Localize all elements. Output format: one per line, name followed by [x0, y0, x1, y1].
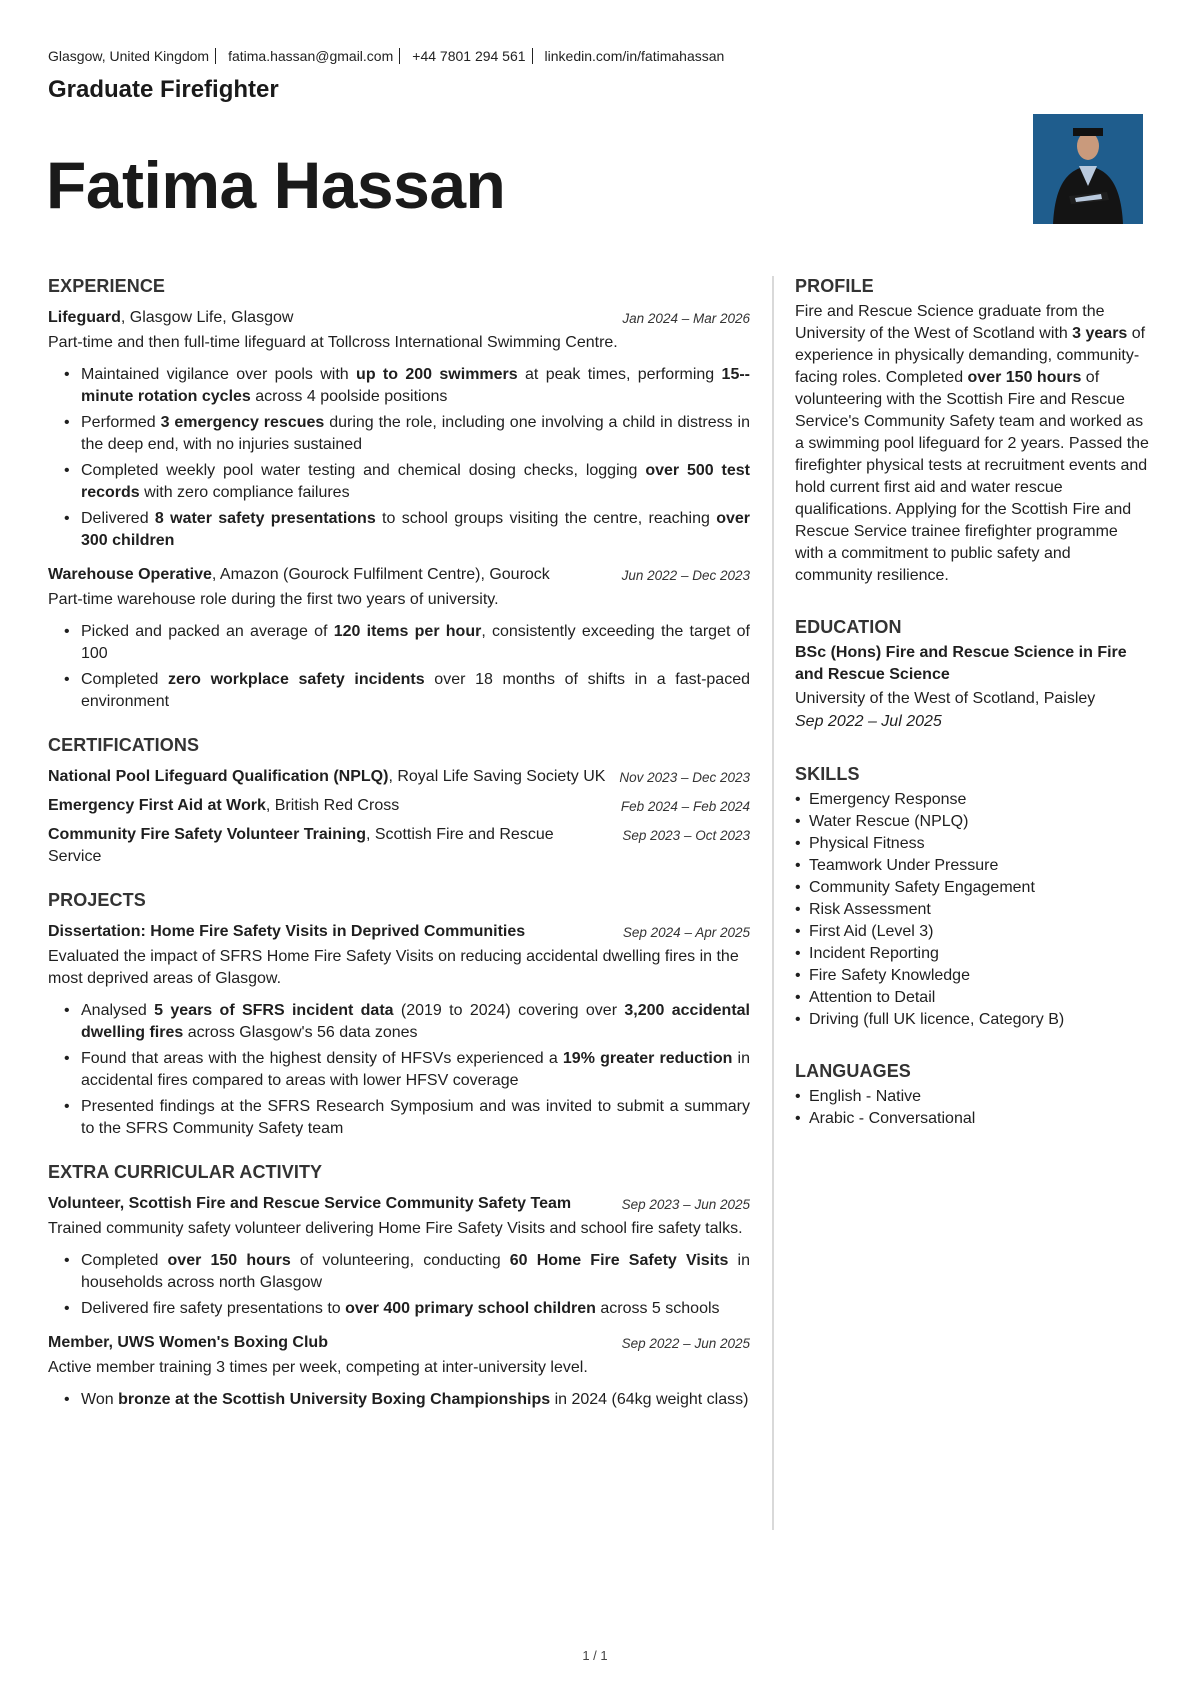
certification-name: Community Fire Safety Volunteer Training [48, 826, 366, 843]
certifications-section [48, 735, 750, 868]
bullet-item [48, 621, 750, 665]
language-item: • English - Native [795, 1086, 1150, 1108]
certification-issuer: , Scottish Fire and Rescue Service [48, 826, 554, 865]
text: Picked and packed an average of [81, 623, 334, 640]
bold-text: 8 water safety presentations [154, 510, 376, 527]
text: Completed weekly pool water testing and chemical dosing checks, logging [81, 462, 646, 479]
entry-date: Sep 2024 – Apr 2025 [622, 925, 750, 940]
certification-issuer: , Royal Life Saving Society UK [388, 768, 606, 785]
certification-title [48, 824, 610, 868]
skill-item: • Community Safety Engagement [795, 877, 1150, 899]
certification-issuer: , British Red Cross [265, 797, 400, 814]
bullet-item [48, 669, 750, 713]
text: in households across north Glasgow [81, 1252, 750, 1291]
entry-org: , Glasgow Life, Glasgow [120, 309, 294, 326]
skill-item: • Fire Safety Knowledge [795, 965, 1150, 987]
certification-title [48, 766, 605, 788]
skill-item: • Attention to Detail [795, 987, 1150, 1009]
section-heading: SKILLS [795, 764, 860, 784]
languages-list [795, 1086, 1150, 1130]
profile-photo [1033, 114, 1143, 224]
profile-summary [795, 301, 1150, 587]
entry-date: Sep 2022 – Jun 2025 [621, 1336, 750, 1351]
entry-role: Member, UWS Women's Boxing Club [48, 1334, 328, 1351]
skills-section [795, 764, 1150, 1031]
entry-title [48, 307, 293, 329]
bold-text: 3,200 accidental dwelling fires [81, 1002, 751, 1041]
language-item: • Arabic - Conversational [795, 1108, 1150, 1130]
entry [48, 1332, 750, 1411]
bold-text: 60 Home Fire Safety Visits [509, 1252, 729, 1269]
bold-text: over 500 test records [81, 462, 750, 501]
section-heading: PROJECTS [48, 890, 146, 910]
bullet-item [48, 460, 750, 504]
section-heading: CERTIFICATIONS [48, 735, 200, 755]
entry-date: Sep 2023 – Jun 2025 [621, 1197, 750, 1212]
bold-text: 3 emergency rescues [160, 414, 325, 431]
bullet-list [48, 1000, 750, 1140]
bold-text: 3 years [1072, 325, 1128, 342]
bullet-item [48, 412, 750, 456]
entry-role: Warehouse Operative [48, 566, 212, 583]
divider [399, 48, 400, 64]
bold-text: 120 items per hour [333, 623, 482, 640]
languages-section [795, 1061, 1150, 1130]
bullet-list [48, 1389, 750, 1411]
entry-description: Evaluated the impact of SFRS Home Fire Safety Visits on reducing accidental dwelling fires in the most deprived areas of Glasgow. [48, 948, 739, 987]
text: Completed [81, 671, 169, 688]
entry-title [48, 564, 550, 586]
certification-date: Feb 2024 – Feb 2024 [620, 799, 750, 814]
text: Completed [81, 1252, 168, 1269]
text: (2019 to 2024) covering over [393, 1002, 625, 1019]
section-heading: LANGUAGES [795, 1061, 911, 1081]
text: Delivered [81, 510, 155, 527]
text: Won [81, 1391, 119, 1408]
entry-date: Jan 2024 – Mar 2026 [622, 311, 750, 326]
text: Performed [81, 414, 161, 431]
job-title: Graduate Firefighter [48, 76, 279, 103]
extracurricular-section [48, 1162, 750, 1411]
text: in accidental fires compared to areas with lower HFSV coverage [81, 1050, 751, 1089]
entry-role: Dissertation: Home Fire Safety Visits in Deprived Communities [48, 923, 526, 940]
divider [532, 48, 533, 64]
skill-item: • Incident Reporting [795, 943, 1150, 965]
skills-list [795, 789, 1150, 1031]
certification-item [48, 795, 750, 818]
text: Found that areas with the highest density of HFSVs experienced a [81, 1050, 563, 1067]
column-divider [772, 276, 774, 1530]
section-heading: EXTRA CURRICULAR ACTIVITY [48, 1162, 323, 1182]
experience-section [48, 276, 750, 713]
contact-line [48, 48, 724, 64]
text: of experience in physically demanding, community-facing roles. Completed [795, 325, 1146, 386]
text: at peak times, performing [517, 366, 722, 383]
left-column [48, 276, 750, 1433]
bullet-item [48, 1298, 750, 1320]
person-portrait-icon [1033, 114, 1143, 224]
candidate-name: Fatima Hassan [46, 148, 506, 222]
bullet-list [48, 364, 750, 552]
certification-title [48, 795, 399, 817]
skill-item: • Risk Assessment [795, 899, 1150, 921]
education-school: University of the West of Scotland, Paisley [795, 690, 1096, 707]
bold-text: over 400 primary school children [345, 1300, 596, 1317]
certification-name: National Pool Lifeguard Qualification (NPLQ) [48, 768, 389, 785]
skill-item: • Physical Fitness [795, 833, 1150, 855]
contact-phone[interactable]: +44 7801 294 561 [412, 48, 526, 64]
bullet-item [48, 1250, 750, 1294]
entry-header [48, 921, 750, 944]
text: Presented findings at the SFRS Research Symposium and was invited to submit a summary to the SFRS Community Safety team [81, 1098, 750, 1137]
text: Maintained vigilance over pools with [81, 366, 357, 383]
bullet-item [48, 364, 750, 408]
skill-item: • Driving (full UK licence, Category B) [795, 1009, 1150, 1031]
contact-email[interactable]: fatima.hassan@gmail.com [228, 48, 394, 64]
bold-text: over 150 hours [167, 1252, 291, 1269]
education-date: Sep 2022 – Jul 2025 [795, 713, 942, 730]
certification-name: Emergency First Aid at Work [48, 797, 266, 814]
text: with zero compliance failures [139, 484, 350, 501]
section-heading: EDUCATION [795, 617, 902, 637]
divider [215, 48, 216, 64]
entry-header [48, 1193, 750, 1216]
bold-text: zero workplace safety incidents [168, 671, 425, 688]
entry [48, 307, 750, 552]
entry-date: Jun 2022 – Dec 2023 [621, 568, 750, 583]
bullet-list [48, 1250, 750, 1320]
education-degree: BSc (Hons) Fire and Rescue Science in Fire and Rescue Science [795, 644, 1127, 683]
bold-text: 19% greater reduction [562, 1050, 733, 1067]
entry-description: Active member training 3 times per week, competing at inter-university level. [48, 1359, 588, 1376]
text: Delivered fire safety presentations to [81, 1300, 346, 1317]
text: over 18 months of shifts in a fast-paced environment [81, 671, 750, 710]
certification-date: Nov 2023 – Dec 2023 [619, 770, 750, 785]
entry-org: , Amazon (Gourock Fulfilment Centre), Gourock [211, 566, 550, 583]
text: during the role, including one involving a child in distress in the deep end, with no injuries sustained [81, 414, 751, 453]
entry-header [48, 564, 750, 587]
certification-item [48, 766, 750, 789]
entry-title [48, 1193, 571, 1215]
contact-linkedin[interactable]: linkedin.com/in/fatimahassan [544, 48, 725, 64]
bullet-list [48, 621, 750, 713]
bullet-item [48, 1000, 750, 1044]
bold-text: up to 200 swimmers [356, 366, 518, 383]
skill-item: • Emergency Response [795, 789, 1150, 811]
right-column [795, 276, 1150, 1160]
education-section [795, 617, 1150, 734]
bold-text: over 150 hours [967, 369, 1082, 386]
certification-date: Sep 2023 – Oct 2023 [622, 828, 750, 843]
section-heading: EXPERIENCE [48, 276, 166, 296]
entry-description: Part-time warehouse role during the first two years of university. [48, 591, 499, 608]
text: Fire and Rescue Science graduate from the University of the West of Scotland with [795, 303, 1105, 342]
entry-title [48, 921, 525, 943]
entry [48, 1193, 750, 1320]
bold-text: over 300 children [81, 510, 750, 549]
text: across 5 schools [595, 1300, 720, 1317]
section-heading: PROFILE [795, 276, 874, 296]
bold-text: 15--minute rotation cycles [81, 366, 750, 405]
entry-role: Lifeguard [48, 309, 121, 326]
text: across Glasgow's 56 data zones [183, 1024, 418, 1041]
entry [48, 564, 750, 713]
entry [48, 921, 750, 1140]
bullet-item [48, 1048, 750, 1092]
bullet-item [48, 1389, 750, 1411]
contact-location: Glasgow, United Kingdom [48, 48, 210, 64]
text: to school groups visiting the centre, reaching [375, 510, 717, 527]
bold-text: bronze at the Scottish University Boxing Championships [118, 1391, 551, 1408]
skill-item: • First Aid (Level 3) [795, 921, 1150, 943]
entry-title [48, 1332, 328, 1354]
skill-item: • Teamwork Under Pressure [795, 855, 1150, 877]
text: Analysed [81, 1002, 155, 1019]
certification-item [48, 824, 750, 868]
bullet-item [48, 1096, 750, 1140]
entry-header [48, 1332, 750, 1355]
text: across 4 poolside positions [250, 388, 448, 405]
text: of volunteering with the Scottish Fire and Rescue Service's Community Safety team and worked as a swimming pool lifeguard for 2 years. Passed the firefighter physical tests at recruitment events and hold current first aid and water rescue qualifications. Applying for the Scottish Fire and Rescue Service trainee firefighter programme with a commitment to public safety and community resilience. [795, 369, 1149, 584]
entry-description: Trained community safety volunteer delivering Home Fire Safety Visits and school fire safety talks. [48, 1220, 743, 1237]
projects-section [48, 890, 750, 1140]
skill-item: • Water Rescue (NPLQ) [795, 811, 1150, 833]
text: , consistently exceeding the target of 100 [81, 623, 750, 662]
bullet-item [48, 508, 750, 552]
entry-role: Volunteer, Scottish Fire and Rescue Service Community Safety Team [48, 1195, 572, 1212]
entry-description: Part-time and then full-time lifeguard at Tollcross International Swimming Centre. [48, 334, 618, 351]
bold-text: 5 years of SFRS incident data [154, 1002, 394, 1019]
text: of volunteering, conducting [290, 1252, 510, 1269]
text: in 2024 (64kg weight class) [550, 1391, 749, 1408]
profile-section [795, 276, 1150, 587]
entry-header [48, 307, 750, 330]
page-indicator: 1 / 1 [582, 1648, 608, 1663]
